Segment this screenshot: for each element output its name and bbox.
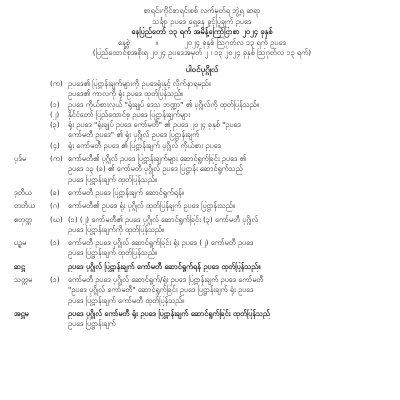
clause-row bbox=[14, 100, 390, 110]
clause-number bbox=[50, 225, 68, 235]
meta-separator: ။ bbox=[155, 37, 159, 47]
clause-row bbox=[14, 141, 390, 151]
clause-text: ကော်မတီ ဥပဒေ" ၏ ရုံး ပုဂ္ဂိုလ် ဥပဒေ ပြဋ္ဌာန်းချက် bbox=[68, 130, 200, 140]
clause-text: ဥပဒေ ပုဂ္ဂိုလ် ကော်မတီ ရုံး ဥပဒေ ပြဋ္ဌာန်းချက် ဆောင်ရွက်ခြင်း ထုတ်ပြန်သည် bbox=[68, 308, 270, 318]
clause-label bbox=[14, 130, 50, 140]
clause-label: စတုတ္ထ bbox=[14, 214, 33, 224]
clause-row bbox=[14, 120, 390, 130]
clause-text: ဥပဒေ ပြဋ္ဌာန်းချက် ထုတ်ပြန်သည်။ bbox=[68, 174, 157, 184]
clause-label: ဒုတိယ bbox=[14, 187, 32, 197]
clause-text: ဥပဒေ ၁၃ (ခ) ၏ ကော်မတီ ပုဂ္ဂိုလ် ဥပဒေ ပြဋ္ဌာန်း ဆောင်ရွက်သည် bbox=[68, 164, 243, 174]
meta-right: ၂၀၂၄ ခုနှစ် ဩဂုတ်လ ၁၃ ရက် ဥပဒေ bbox=[184, 37, 287, 47]
header-line-2: သင်္ချာ ဥပဒေ ရှေ့နေ ခွင့်ပြုချက် ဥပဒေ bbox=[152, 16, 252, 26]
clause-number: (၁) bbox=[50, 238, 60, 248]
clause-text: ကော်မတီ၏ ဥပဒေ ရုံး ပုဂ္ဂိုလ် ထုတ်ပြန်ချက် ဥပဒေ ပြဋ္ဌာန်းသည်။ bbox=[68, 201, 235, 211]
header-line-1: စာရင်းကိုင်စာရင်းစစ် လက်မှတ်ရ ဘွဲ့ရ ဆရာ bbox=[143, 6, 261, 15]
header-line-5: (ပြည်ထောင်စုအစိုးရ ၂၀၂၄ ဥပဒေအမှတ် ၂ ၊ ၁၃ ၂၀၂၄ ခုနှစ် ဩဂုတ်လ ၁၃ ရက်) bbox=[92, 48, 312, 58]
clause-text: ဥပဒေ၏ ကာလကို ရုံး ဥပဒေ ထုတ်ပြန်သည်။ bbox=[68, 89, 184, 99]
clause-number bbox=[50, 130, 68, 140]
clause-text: နိုင်ငံတော် ပြည်ထောင်စု ဥပဒေ ပြဋ္ဌာန်းချက်များ bbox=[68, 109, 190, 119]
clause-text: ဥပဒေ ပြဋ္ဌာန်းချက် bbox=[68, 319, 116, 329]
clause-number: (၄) bbox=[50, 140, 60, 150]
clause-text: "ဥပဒေ ပုဂ္ဂိုလ် ကော်မတီ" ဆောင်ရွက်ခြင်း ဥပဒေ ပြဋ္ဌာန်းချက် ရုံး ဥပဒေ bbox=[68, 285, 254, 295]
clause-text: ဥပဒေ ပုဂ္ဂိုလ် ပြဋ္ဌာန်းချက် ကော်မတီ ဆောင်ရွက်ရန် ဥပဒေ ထုတ်ပြန်သည်။ bbox=[68, 261, 261, 271]
document-body bbox=[14, 79, 390, 330]
clause-text: ကော်မတီ ဥပဒေ ပုဂ္ဂိုလ် ဆောင်ရွက်/ရုံး ဥပဒေ ပြဋ္ဌာန်းချက် ဥပဒေ ကော်မတီ bbox=[68, 275, 264, 285]
clause-row bbox=[14, 319, 390, 329]
clause-label: အဋ္ဌမ bbox=[14, 308, 29, 318]
clause-number: (ဂ) bbox=[50, 201, 60, 211]
clause-number: (၃) bbox=[50, 120, 60, 130]
clause-row bbox=[14, 201, 390, 211]
clause-row bbox=[14, 79, 390, 89]
clause-label bbox=[14, 110, 50, 120]
clause-number: (က) bbox=[50, 154, 63, 164]
clause-number: (၂) bbox=[50, 109, 60, 119]
clause-number: (ဃ) bbox=[50, 214, 63, 224]
clause-label: ပုဒ်မ bbox=[14, 154, 26, 164]
clause-text: ဥပဒေ ပြဋ္ဌာန်းချက် ကော်မတီ ထုတ်ပြန်သည်။ bbox=[68, 295, 185, 305]
clause-text: ကော်မတီ ဥပဒေ ပုဂ္ဂိုလ် ဆောင်ရွက်ခြင်း ရုံး ဥပဒေ (၂) ကော်မတီ ဥပဒေ bbox=[68, 238, 254, 248]
clause-text: ဥပဒေ၏ ပြဋ္ဌာန်းချက်များကို ဥပဒေရုံးနှင့် လိုက်နာရမည်။ bbox=[68, 78, 211, 88]
clause-label bbox=[14, 248, 50, 258]
clause-row bbox=[14, 225, 390, 235]
page-title: ပါဝင်ပုဂ္ဂိုလ် bbox=[185, 64, 219, 74]
clause-label bbox=[14, 79, 50, 89]
clause-row bbox=[14, 285, 390, 295]
clause-text: ကော်မတီ၏ ပုဂ္ဂိုလ် ဥပဒေ ပြဋ္ဌာန်းချက်များ ဆောင်ရွက်ခြင်း ဥပဒေ ၏ bbox=[68, 154, 247, 164]
clause-row bbox=[14, 296, 390, 306]
clause-number: (၁) bbox=[50, 99, 60, 109]
clause-label: သတ္တမ bbox=[14, 275, 33, 285]
clause-number bbox=[50, 262, 68, 272]
clause-row bbox=[14, 164, 390, 174]
clause-number bbox=[50, 309, 68, 319]
clause-label bbox=[14, 319, 50, 329]
clause-row bbox=[14, 110, 390, 120]
clause-row bbox=[14, 175, 390, 185]
clause-text: ဥပဒေ ပြဋ္ဌာန်းချက် ထုတ်ပြန်သည်။ bbox=[68, 248, 157, 258]
clause-text: ဥပဒေ ပြဋ္ဌာန်းချက်ကို ထုတ်ပြန်သည်။ bbox=[68, 224, 165, 234]
clause-label bbox=[14, 175, 50, 185]
clause-text: ကော်မတီ ဥပဒေ ပြဋ္ဌာန်းချက် ဆောင်ရွက်ရန်။ bbox=[68, 187, 184, 197]
clause-text: ဥပဒေ ကိုယ်စားလှယ် "ရုံးချုပ် ဒေသ ဘဏ္ဍာ" ၏ ပုဂ္ဂိုလ်ကို ထုတ်ပြန်သည်။ bbox=[68, 99, 259, 109]
clause-row bbox=[14, 89, 390, 99]
clause-row bbox=[14, 130, 390, 140]
clause-row bbox=[14, 215, 390, 225]
header-line-3: နေပြည်တော် ၁၃ ရက် အမိန့်ကြော်ငြာစာ ၂၀၂၄ ခုနှစ် bbox=[131, 27, 273, 37]
clause-row bbox=[14, 309, 390, 319]
clause-row bbox=[14, 262, 390, 272]
clause-number bbox=[50, 248, 68, 258]
clause-row bbox=[14, 238, 390, 248]
clause-number bbox=[50, 296, 68, 306]
clause-number bbox=[50, 175, 68, 185]
clause-label bbox=[14, 141, 50, 151]
meta-left: နေ့စွဲ bbox=[117, 37, 130, 47]
clause-number bbox=[50, 319, 68, 329]
clause-label bbox=[14, 100, 50, 110]
clause-number bbox=[50, 89, 68, 99]
clause-label: တတိယ bbox=[14, 201, 35, 211]
clause-label bbox=[14, 164, 50, 174]
clause-row bbox=[14, 188, 390, 198]
clause-text: (၁) (၂) ကော်မတီ၏ ဥပဒေ ပုဂ္ဂိုလ် ဆောင်ရွက်ခြင်း (၃) ကော်မတီ ပုဂ္ဂိုလ် bbox=[68, 214, 259, 224]
clause-number bbox=[50, 164, 68, 174]
clause-text: ရုံး ဥပဒေ "ရုံးချုပ် ဥပဒေ ကော်မတီ" ၏ ဥပဒေ ၂၀၂၄ ခုနှစ် "ဥပဒေ bbox=[68, 120, 241, 130]
clause-label: ဆဋ္ဌ bbox=[14, 261, 25, 271]
clause-number: (ခ) bbox=[50, 187, 60, 197]
clause-number bbox=[50, 285, 68, 295]
clause-label: ပဉ္စမ bbox=[14, 238, 27, 248]
clause-row bbox=[14, 154, 390, 164]
clause-number: (က) bbox=[50, 78, 63, 88]
clause-text: ရုံး ကော်မတီ ဥပဒေ ၏ ပြဋ္ဌာန်းချက် ပုဂ္ဂိုလ် ကိုယ်စား ဥပဒေ bbox=[68, 140, 221, 150]
clause-number: (၁) bbox=[50, 275, 60, 285]
clause-label bbox=[14, 225, 50, 235]
clause-label bbox=[14, 285, 50, 295]
header-meta bbox=[14, 38, 390, 49]
clause-row bbox=[14, 275, 390, 285]
clause-label bbox=[14, 89, 50, 99]
clause-row bbox=[14, 248, 390, 258]
clause-label bbox=[14, 120, 50, 130]
clause-label bbox=[14, 296, 50, 306]
